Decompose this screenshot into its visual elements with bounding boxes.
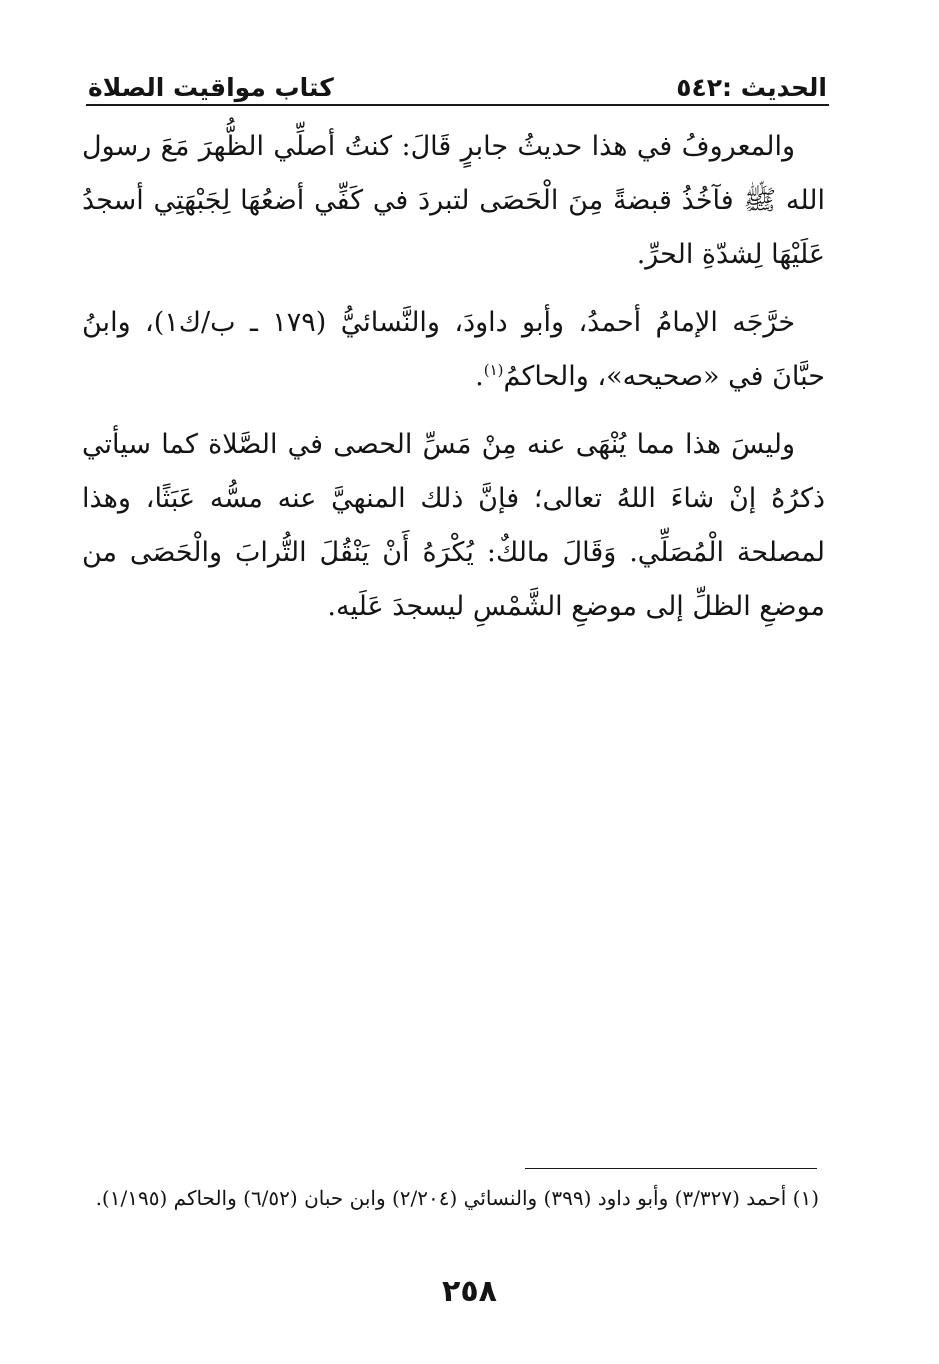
- running-header: [88, 62, 827, 102]
- paragraph-text: خرَّجَه الإمامُ أحمدُ، وأبو داودَ، والنَّسائيُّ (١٧٩ ـ ب/ك١)، وابنُ حبَّانَ في «صحيحه»، والحاكمُ: [82, 307, 825, 392]
- main-text: [82, 120, 825, 648]
- footnote-separator: [525, 1168, 817, 1169]
- hadith-number-label: الحديث :٥٤٢: [676, 73, 827, 102]
- footnote: [80, 1180, 819, 1217]
- book-title: كتاب مواقيت الصلاة: [88, 73, 334, 102]
- paragraph: وليسَ هذا مما يُنْهَى عنه مِنْ مَسِّ الحصى في الصَّلاة كما سيأتي ذكرُهُ إنْ شاءَ اللهُ تعالى؛ فإنَّ ذلك المنهيَّ عنه مسُّه عَبَثًا، وهذا لمصلحة الْمُصَلِّي. وَقَالَ مالكٌ: يُكْرَهُ أَنْ يَنْقُلَ التُّرابَ والْحَصَى من موضعِ الظلِّ إلى موضعِ الشَّمْسِ ليسجدَ عَلَيه.: [82, 429, 825, 622]
- paragraph-with-footnote: [82, 296, 825, 404]
- paragraph-end: .: [475, 361, 484, 392]
- page-number: ٢٥٨: [442, 1274, 497, 1309]
- footnote-text: (١) أحمد (٣/٣٢٧) وأبو داود (٣٩٩) والنسائي (٢/٢٠٤) وابن حبان (٦/٥٢) والحاكم (١/١٩٥).: [95, 1186, 819, 1210]
- footnote-marker: (١): [483, 361, 504, 379]
- header-rule: [86, 104, 829, 106]
- paragraph: والمعروفُ في هذا حديثُ جابرٍ قَالَ: كنتُ أصلِّي الظُّهرَ مَعَ رسول الله ﷺ فآخُذُ قبضةً مِنَ الْحَصَى لتبردَ في كَفِّي أضعُهَا لِجَبْهَتِي أسجدُ عَلَيْهَا لِشدّةِ الحرِّ.: [82, 131, 825, 270]
